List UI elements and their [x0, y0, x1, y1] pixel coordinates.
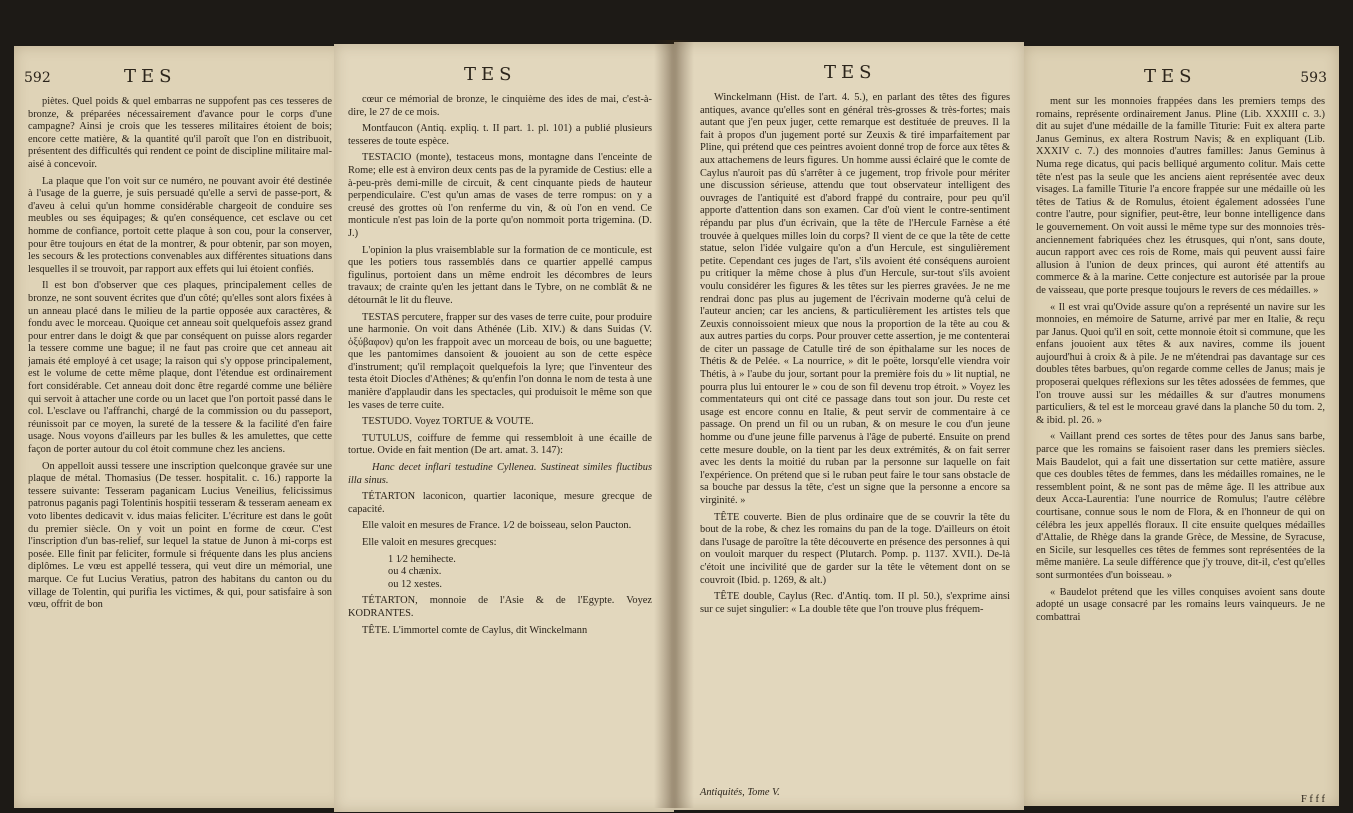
text-column — [348, 94, 652, 798]
paragraph: Elle valoit en mesures de France. 1⁄2 de boisseau, selon Paucton. — [362, 520, 632, 532]
text-column — [1036, 96, 1325, 776]
paragraph: TÉTARTON, monnoie de l'Asie & de l'Egypte. Voyez KODRANTES. — [348, 595, 652, 619]
signature-line — [700, 787, 1010, 798]
paragraph: « Baudelot prétend que les villes conquises avoient sans doute adopté un usage consacré par les romains leurs vainqueurs. Je ne combattrai — [1036, 586, 1325, 623]
page-left-second-column — [334, 44, 674, 812]
paragraph: « Vaillant prend ces sortes de têtes pour des Janus sans barbe, parce que les romains se faisoient raser dans les premiers siècles. Mais Baudelot, qui a fait une dissertation sur cette matière, assure que ces doubles têtes de femmes, dans les médailles romaines, ne le ressemblent point, & ne sont pas de même âge. Il les attribue aux deux Acca-Laurentia: l'une nourrice de Romulus; l'autre célèbre courtisane, connue sous le nom de Flora, & en l'honneur de qui on célébra les jeux appellés floraux. Il cite ensuite quelques médailles d'Attalie, de Rhège dans la grande Grèce, de Messine, de Syracuse, en Sicile, sur lesquelles ces têtes de femmes sont représentées de la même manière. La seule différence que j'y trouve, dit-il, c'est qu'elles sont surmontées d'un boisseau. » — [1036, 431, 1325, 581]
paragraph: L'opinion la plus vraisemblable sur la formation de ce monticule, est que les potiers tous rassemblés dans ce quartier appellé campus figulinus, portoient dans un même endroit les décombres de leurs travaux; de crainte qu'en les jettant dans le Tybre, on ne comblât & ne détournât le lit du fleuve. — [348, 244, 652, 306]
paragraph: TESTACIO (monte), testaceus mons, montagne dans l'enceinte de Rome; elle est à environ deux cents pas de la pyramide de Cestius: elle a à-peu-près demi-mille de circuit, & cent cinquante pieds de hauteur perpendiculaire. C'est qu'un amas de vases de terre rompus: on y a creusé des grottes où l'on renferme du vin, & où l'on en vend. Ce monticule n'est pas loin de la porte qu'on nommoit porta trigemina. (D. J.) — [348, 152, 652, 239]
paragraph: Montfaucon (Antiq. expliq. t. II part. 1. pl. 101) a publié plusieurs tesseres de toute espèce. — [348, 123, 652, 147]
open-book — [14, 40, 1339, 808]
running-head — [1024, 66, 1339, 92]
headword: TES — [824, 62, 877, 83]
measure-line: 1 1⁄2 hemihecte. — [388, 553, 456, 565]
paragraph: piètes. Quel poids & quel embarras ne suppofent pas ces tesseres de bronze, & préparées nécessairement d'avance pour le corps d'une campagne? Ainsi je crois que les tesseres militaires étoient de bois; encore cette matière, & la quantité qu'il paroît que l'on en distribuoit, présentent des difficultés qui rendent ce point de discipline militaire mal-aisé à concevoir. — [28, 96, 332, 170]
paragraph: TÊTE. L'immortel comte de Caylus, dit Winckelmann — [362, 624, 588, 636]
page-number: 592 — [24, 70, 51, 86]
paragraph: TUTULUS, coiffure de femme qui ressembloit à une écaille de tortue. Ovide en fait mention (De art. amat. 3. 147): — [348, 432, 652, 457]
volume-signature: Antiquités, Tome V. — [700, 787, 780, 798]
headword: TES — [124, 66, 177, 87]
page-593 — [1024, 46, 1339, 806]
paragraph: La plaque que l'on voit sur ce numéro, ne pouvant avoir été destinée à l'usage de la guerre, je suis persuadé qu'elle a servi de passe-port, & d'aveu à celui qu'un homme considérable chargeoit de conduire ses meubles ou ses équipages; & qu'en conséquence, cet esclave ou cet homme de confiance, portoit cette plaque à son cou, pour la conserver, pour être toujours en état de la montrer, & pour obtenir, par son moyen, les secours & les protections convenables aux différentes situations dans lesquelles il se trouvoit, par rapport aux effets qui lui étoient confiés. — [28, 175, 332, 275]
paragraph: TÊTE couverte. Bien de plus ordinaire que de se couvrir la tête du bout de la robe, & chez les romains du pan de la toge. D'ailleurs on étoit dans l'usage de paroître la tête découverte en présence des personnes à qui on vouloit marquer du respect (Plutarch. Pomp. p. 1137. XVII.). De-là c'étoit une incivilité que de garder sur la tête le vêtement dont on se couvroit (Ibid. p. 1269, & alt.) — [700, 511, 1010, 586]
headword: TES — [464, 64, 517, 85]
paragraph: TÉTARTON laconicon, quartier laconique, mesure grecque de capacité. — [348, 491, 652, 515]
paragraph: On appelloit aussi tessere une inscription quelconque gravée sur une plaque de métal. Thomasius (De tesser. hospitalit. c. 16.) rapporte la tessere suivante: Tesseram paganicam Lucius Veneilius, felicissimus patronus paganis pagi Tolentinis hospitii tesseram & tesseram aeneam ex voto libentes dedicavit v. idus maias feliciter. L'écriture est dans le goût du premier siècle. On y voit un point en forme de cœur. C'est l'inscription d'un bas-relief, sur lequel la statue de Junon à mi-corps est posée. Elle finit par feliciter, formule si fréquente dans les plus anciens diplômes. Le vœu est appellé tessera, qui veut dire un mémorial, une marque. Ce fut Lucius Veratius, patron des habitans du canton ou du village de Tolentin, qui purifia les victimes, & qui, pour satisfaire à son vœu, offrit de bon — [28, 460, 332, 611]
text-column — [28, 96, 332, 794]
paragraph: ment sur les monnoies frappées dans les premiers temps des romains, représente ordinairement Janus. Pline (Lib. XXXIII c. 3.) dit au sujet d'une médaille de la famille Titurie: Fuit ex altera parte Janus Geminus, ex altera Rostrum Navis; & en expliquant (Lib. XXXIV c. 7.) des monnoies d'autres familles: Janus Geminus à Numa rege dicatus, qui pacis belliqué argumento colitur. Mais cette tête n'est pas la seule que les anciens aient représentée avec deux visages. La famille Titurie l'a encore frappée sur une médaille où les têtes de Tatius & de Romulus, étoient également adossées l'une contre l'autre, pour signifier, peut-être, leur bonne intelligence dans le gouvernement. On voit aussi le même type sur des monnoies très-anciennement fabriquées chez les étrusques, qui n'ont, sans doute, aucun rapport avec ces rois de Rome, mais qui peuvent aussi faire allusion à l'union de deux princes, qui auront été attentifs au commerce & à la marine. Cette conjecture est autorisée par la proue de vaisseau, que porte presque toujours le revers de ces médailles. » — [1036, 96, 1325, 296]
measure-line: ou 12 xestes. — [388, 578, 442, 590]
paragraph: TESTUDO. Voyez TORTUE & VOUTE. — [362, 416, 534, 428]
paragraph: TESTAS percutere, frapper sur des vases de terre cuite, pour produire une harmonie. On voit dans Athénée (Lib. XIV.) & dans Suidas (V. ὀξύβαφον) qu'on les frappoit avec un morceau de bois, ou une baguette; que les pantomimes dansoient & jouoient au son de cette espèce d'instrument; qu'il remplaçoit quelquefois la lyre; que l'inventeur des testa étoit Diocles d'Athènes; & qu'enfin l'on donna le nom de testa à une manière d'applaudir dans les spectacles, qui produisoit le même son que les vases de terre cuite. — [348, 311, 652, 411]
headword: TES — [1144, 66, 1197, 87]
paragraph: Elle valoit en mesures grecques: — [362, 537, 497, 548]
text-column — [700, 92, 1010, 780]
page-592 — [14, 46, 344, 808]
measure-line: ou 4 chænix. — [388, 566, 442, 578]
verse: Hanc decet inflari testudine Cyllenea. Sustineat similes fluctibus illa sinus. — [348, 462, 652, 486]
page-right-first-column — [674, 42, 1024, 810]
gathering-signature: F f f f — [1301, 794, 1325, 805]
running-head — [674, 62, 1024, 88]
paragraph: TÊTE double, Caylus (Rec. d'Antiq. tom. II pl. 50.), s'exprime ainsi sur ce sujet singulier: « La double tête que l'on trouve plus fréquem- — [700, 591, 1010, 615]
running-head — [334, 64, 674, 90]
paragraph: cœur ce mémorial de bronze, le cinquième des ides de mai, c'est-à-dire, le 27 de ce mois. — [348, 94, 652, 118]
running-head — [14, 66, 344, 92]
paragraph: Winckelmann (Hist. de l'art. 4. 5.), en parlant des têtes des figures antiques, avance qu'elles sont en général très-grosses & très-fortes; mais autant que j'en peux juger, cette remarque est destituée de preuves. Il la fait à propos d'un jugement porté sur Zeuxis & tiré imparfaitement par Pline, qui prétend que ces peintres avoient donné trop de force aux têtes & aux attachemens de leurs figures. Un homme aussi éclairé que le comte de Caylus n'auroit pas dû s'arrêter à ce jugement, trop frivole pour mériter une discussion sérieuse, attendu que tout observateur intelligent des ouvrages de l'antiquité est d'abord frappé du contraire, pour peu qu'il apporte d'attention dans son examen. Car d'où vient le contre-sentiment répandu par plus d'un écrivain, que la tête de l'Hercule Farnèse a été trouvée à quelques milles loin du corps? Il vient de ce que la tête de cette statue, selon l'idée vulgaire qu'on a d'un Hercule, est singulièrement petite. Cependant ces juges de l'art, s'ils avoient été conséquens auroient pu critiquer la même chose à plus d'un Hercule, sur-tout s'ils avoient voulu considérer les figures & les têtes sur les pierres gravées. Je ne me rendrai donc pas plus au jugement de l'écrivain moderne qu'à celui de l'auteur ancien; car les anciens, & particulièrement les artistes tels que Zeuxis connoissoient mieux que nous la proportion de la tête au cou & aux autres parties du corps. Pour prouver cette assertion, je me contenterai de citer un passage de Catulle tiré de son épithalame sur les noces de Thétis & de Pelée. « La nourrice, » dit le poëte, lorsqu'elle viendra voir Thétis, à » l'aube du jour, sortant pour la première fois du » lit nuptial, ne pourra plus lui entourer le » cou de son fil devenu trop étroit. » Voyez les commentateurs qui ont cité ce passage dans tout son jour. Du reste cet usage est encore connu en Italie, & peut servir de commentaire à ce passage. On prend un fil ou un ruban, & on mesure le cou d'un jeune homme ou d'une jeune fille parvenus à l'âge de puberté. Ensuite on prend cette mesure double, on la tient par les deux extrémités, & on fait serrer avec les dents la moitié du ruban par la personne sur laquelle on fait l'expérience. On prétend que si le ruban peut faire le tour sans obstacle de sa bouche par dessus la tête, c'est un signe que la personne a encore sa virginité. » — [700, 92, 1010, 506]
paragraph: « Il est vrai qu'Ovide assure qu'on a représenté un navire sur les monnoies, en mémoire de Saturne, arrivé par mer en Italie, & reçu par Janus. Quoi qu'il en soit, cette monnoie étoit si commune, que les enfans jouoient aux têtes & aux navires, comme ils jouent aujourd'hui à croix & à pile. Je ne m'étendrai pas davantage sur ces doubles têtes barbues, qu'on regarde comme celles de Janus; mais je proposerai quelques réflexions sur les têtes adossées de femmes, que l'on trouve aussi sur les médailles & sur d'autres monumens particuliers, & tel est le morceau gravé dans la planche 50 du tom. 2, & ibid. pl. 26. » — [1036, 301, 1325, 426]
paragraph: Il est bon d'observer que ces plaques, principalement celles de bronze, ne sont souvent écrites que d'un côté; qu'elles sont alors fixées à un anneau placé dans le milieu de la partie opposée aux caractères, & fondu avec le morceau. Quoique cet anneau soit quelquefois assez grand pour entrer dans le doigt & que par conséquent on puisse alors regarder la tessere comme une bague; il ne faut pas croire que cet anneau ait jamais été employé à cet usage; la raison qui s'y oppose principalement, est le volume de cette même plaque, dont l'étendue est ordinairement fort considérable. Cet anneau doit donc être regardé comme une bélière qui servoit à attacher une corde ou un lacet que l'on portoit passé dans le col. L'esclave ou l'affranchi, chargé de la commission ou du passeport, réunissoit par ce moyen, la sureté de la tessere & la facilité d'en faire usage. Nous voyons d'ailleurs par les bulles & les amulettes, que cette façon de porter autour du col étoit commune chez les anciens. — [28, 280, 332, 456]
page-number: 593 — [1300, 70, 1327, 86]
